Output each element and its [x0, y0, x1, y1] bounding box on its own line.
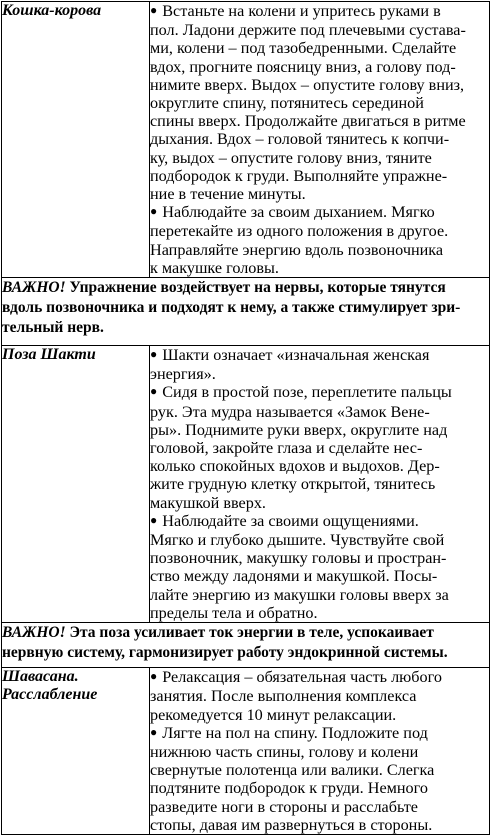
bullet-line: перетекайте из одного положения в другое.	[150, 222, 449, 241]
bullet-line: Направляйте энергию вдоль позвоночника	[150, 240, 444, 259]
bullet-icon: ●	[150, 512, 158, 527]
bullet-line: головой, закройте глаза и сделайте нес-	[150, 439, 423, 458]
bullet-line: ры». Поднимите руки вверх, округлите над	[150, 420, 448, 439]
bullet-line: подбородок к груди. Выполняйте упражне-	[150, 166, 448, 185]
bullet-line: ● Наблюдайте за своим дыханием. Мягко	[150, 203, 435, 222]
bullet-line: занятия. После выполнения комплекса	[150, 687, 417, 706]
note-text: тельный нерв.	[2, 319, 104, 337]
bullet-line: округлите спину, потянитесь серединой	[150, 94, 424, 113]
bullet-line: лайте энергию из макушки головы вверх за	[150, 585, 449, 604]
exercise-subtitle: Расслабление	[2, 686, 98, 704]
note-label: ВАЖНО!	[2, 279, 66, 297]
bullet-line: спины вверх. Продолжайте двигаться в ритме	[150, 112, 466, 131]
exercise-row-cat-cow	[2, 2, 490, 278]
bullet-line: пол. Ладони держите под плечевыми сустава-	[150, 21, 466, 40]
important-note-row	[2, 623, 490, 668]
bullet-line: рук. Эта мудра называется «Замок Вене-	[150, 402, 430, 421]
important-note-row	[2, 278, 490, 346]
bullet-line: пределы тела и обратно.	[150, 603, 318, 622]
bullet-line: нимите вверх. Выдох – опустите голову вниз,	[150, 75, 465, 94]
exercise-description-cell	[150, 2, 490, 278]
bullet-icon: ●	[150, 669, 158, 684]
bullet-line: колько спокойных вдохов и выдохов. Дер-	[150, 457, 440, 476]
exercise-name-cell	[2, 346, 150, 623]
bullet-line: свернутые полотенца или валики. Слегка	[150, 761, 435, 780]
exercise-name: Шавасана.	[2, 668, 79, 686]
bullet-line: жите грудную клетку открытой, тянитесь	[150, 475, 436, 494]
bullet-line: рекомедуется 10 минут релаксации.	[150, 705, 397, 724]
bullet-line: вдох, прогните поясницу вниз, а голову под-	[150, 57, 456, 76]
bullet-line: энергия».	[150, 365, 216, 384]
bullet-line: ● Наблюдайте за своими ощущениями.	[150, 511, 419, 530]
exercise-description-cell	[150, 668, 490, 835]
important-note	[2, 278, 490, 346]
bullet-icon: ●	[150, 204, 158, 219]
note-text: Эта поза усиливает ток энергии в теле, успокаивает	[65, 624, 434, 642]
exercise-name-cell	[2, 2, 150, 278]
exercise-table	[1, 1, 490, 835]
bullet-line: дыхания. Вдох – головой тянитесь к копчи-	[150, 130, 450, 149]
note-label: ВАЖНО!	[2, 624, 66, 642]
bullet-line: разведите ноги в стороны и расслабьте	[150, 797, 418, 816]
bullet-line: ми, колени – под тазобедренными. Сделайте	[150, 39, 457, 58]
important-note	[2, 623, 490, 668]
note-text: нервную систему, гармонизирует работу эндокринной системы.	[2, 644, 448, 662]
exercise-name-cell	[2, 668, 150, 835]
bullet-line: ● Лягте на пол на спину. Подложите под	[150, 723, 428, 742]
exercise-description-cell	[150, 346, 490, 623]
bullet-line: ● Встаньте на колени и упритесь руками в	[150, 2, 441, 20]
bullet-line: ● Шакти означает «изначальная женская	[150, 346, 430, 365]
exercise-row-shakti	[2, 346, 490, 623]
exercise-name: Поза Шакти	[2, 346, 96, 364]
bullet-icon: ●	[150, 384, 158, 399]
bullet-icon: ●	[150, 3, 158, 17]
bullet-line: подтяните подбородок к груди. Немного	[150, 779, 428, 798]
note-text: Упражнение воздействует на нервы, которые тянутся	[65, 279, 446, 297]
bullet-icon: ●	[150, 347, 158, 362]
bullet-line: стопы, давая им развернуться в стороны.	[150, 815, 433, 834]
bullet-line: ● Релаксация – обязательная часть любого	[150, 668, 442, 687]
bullet-line: ство между ладонями и макушкой. Посы-	[150, 567, 438, 586]
bullet-icon: ●	[150, 724, 158, 739]
bullet-line: ние в течение минуты.	[150, 185, 306, 204]
bullet-line: нижнюю часть спины, голову и колени	[150, 742, 419, 761]
bullet-line: к макушке головы.	[150, 258, 279, 277]
bullet-line: ку, выдох – опустите голову вниз, тяните	[150, 148, 432, 167]
bullet-line: Мягко и глубоко дышите. Чувствуйте свой	[150, 531, 445, 550]
exercise-row-shavasana	[2, 668, 490, 835]
bullet-line: макушкой вверх.	[150, 493, 266, 512]
bullet-line: ● Сидя в простой позе, переплетите пальцы	[150, 383, 452, 402]
bullet-line: позвоночник, макушку головы и простран-	[150, 549, 447, 568]
note-text: вдоль позвоночника и подходят к нему, а также стимулирует зри-	[2, 299, 461, 317]
exercise-name: Кошка-корова	[2, 2, 102, 19]
